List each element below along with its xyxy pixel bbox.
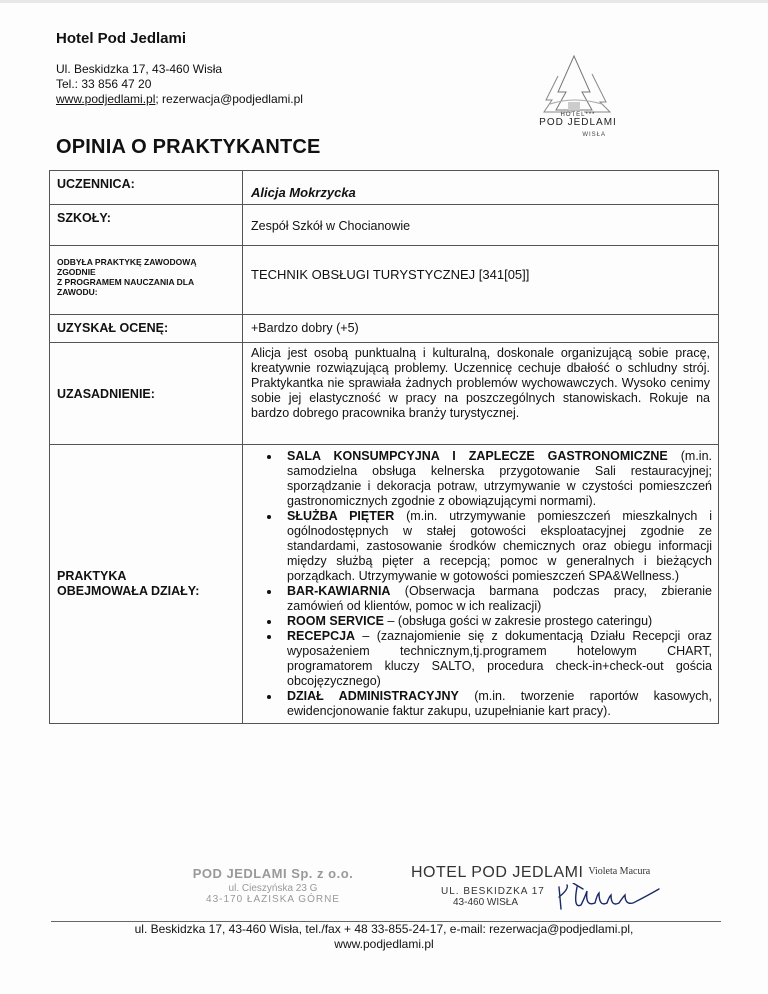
table-row [50,315,719,343]
hotel-stamp-street: UL. BESKIDZKA 17 [441,886,545,897]
department-title: BAR-KAWIARNIA [287,584,391,598]
signatory-name: Violeta Macura [588,866,651,877]
company-stamp-city: 43-170 ŁAZISKA GÓRNE [206,894,340,905]
departments-label [50,445,243,724]
hotel-website-link[interactable]: www.podjedlami.pl [56,92,156,106]
company-stamp-name: POD JEDLAMI Sp. z o.o. [192,866,354,881]
department-desc: (m.in. samodzielna obsługa kelnerska przygotowanie Sali restauracyjnej; sporządzanie i dekoracja potraw, utrzymywanie w czystości pomieszczeń gastronomicznych zgodnie z obowiązującymi normami). [287,449,712,508]
justification-label: UZASADNIENIE: [50,343,243,445]
program-value: TECHNIK OBSŁUGI TURYSTYCZNEJ [341[05]] [243,246,719,315]
department-title: ROOM SERVICE [287,614,385,628]
page-title: OPINIA O PRAKTYKANTCE [56,136,321,158]
table-row [50,205,719,246]
school-label: SZKOŁY: [50,205,243,246]
hotel-stamp-name: HOTEL POD JEDLAMI [411,864,584,881]
footer [0,922,768,952]
program-label [50,246,243,315]
grade-value: +Bardzo dobry (+5) [243,315,719,343]
school-value: Zespół Szkół w Chocianowie [243,205,719,246]
program-label-line: Z PROGRAMEM NAUCZANIA DLA [57,277,195,287]
list-item [281,509,712,584]
list-item [281,449,712,509]
hotel-phone: Tel.: 33 856 47 20 [56,77,152,91]
student-label: UCZENNICA: [50,171,243,205]
table-row [50,445,719,724]
departments-label-line: PRAKTYKA [57,569,127,583]
hotel-contact-block [56,62,303,107]
department-title: SŁUŻBA PIĘTER [287,509,395,523]
logo-name-text: POD JEDLAMI [539,117,617,128]
program-label-line: ODBYŁA PRAKTYKĘ ZAWODOWĄ [57,257,197,267]
department-title: SALA KONSUMPCYJNA I ZAPLECZE GASTRONOMICZNE [287,449,668,463]
footer-website: www.podjedlami.pl [334,937,434,951]
table-row [50,171,719,205]
hotel-address: Ul. Beskidzka 17, 43-460 Wisła [56,62,223,76]
department-desc: (m.in. utrzymywanie pomieszczeń mieszkalnych i ogólnodostępnych w stałej gotowości eksploatacyjnej zgodnie ze standardami, zastosowanie środków chemicznych oraz obiegu informacji między służbą pięter a recepcją; pomoc w generalnych i bieżących porządkach. Utrzymywanie w gotowości pomieszczeń SPA&Wellness.) [287,509,712,583]
department-desc: – (obsługa gości w zakresie prostego cateringu) [384,614,653,628]
hotel-name: Hotel Pod Jedlami [56,30,187,47]
department-title: DZIAŁ ADMINISTRACYJNY [287,689,459,703]
departments-label-line: OBEJMOWAŁA DZIAŁY: [57,584,200,598]
handwritten-signature [555,883,685,913]
student-value: Alicja Mokrzycka [243,171,719,205]
program-label-line: ZGODNIE [57,267,96,277]
justification-value: Alicja jest osobą punktualną i kulturalną, doskonale organizującą sobie pracę, kreatywnie rozwiązującą problemy. Uczennicę cechuje dbałość o schludny strój. Praktykantka nie sprawiała żadnych problemów wychowawczych. Wysoko cenimy sobie jej elastyczność w pracy na poszczególnych stanowiskach. Rokuje na bardzo dobrego pracownika branży turystycznej. [243,343,719,445]
list-item [281,629,712,689]
hotel-email: ; rezerwacja@podjedlami.pl [155,92,303,106]
department-desc: (Obserwacja barmana podczas pracy, zbieranie zamówień od klientów, pomoc w ich realizacji) [287,584,712,613]
logo-city-text: WISŁA [582,132,606,138]
list-item [281,614,712,629]
department-desc: – (zaznajomienie się z dokumentacją Działu Recepcji oraz wyposażeniem technicznym,tj.programem hotelowym CHART, programatorem kluczy SALTO, procedura check-in+check-out gościa obcojęzycznego) [287,629,712,688]
fir-trees-icon [528,52,628,114]
departments-list [251,449,712,719]
department-desc: (m.in. tworzenie raportów kasowych, ewidencjonowanie faktur zakupu, uzupełnianie kart pracy). [287,689,712,718]
hotel-stamp-city: 43-460 WISŁA [453,897,519,908]
footer-contact: ul. Beskidzka 17, 43-460 Wisła, tel./fax + 48 33-855-24-17, e-mail: rezerwacja@podjedlami.pl, [134,922,634,936]
scan-edge-line [0,0,768,3]
company-stamp [183,866,363,905]
table-row [50,246,719,315]
departments-value [243,445,719,724]
department-title: RECEPCJA [287,629,356,643]
list-item [281,689,712,719]
logo-hotel-text: HOTEL*** [560,112,596,118]
opinion-table [49,170,719,724]
program-label-line: ZAWODU: [57,287,98,297]
table-row [50,343,719,445]
grade-label: UZYSKAŁ OCENĘ: [50,315,243,343]
list-item [281,584,712,614]
hotel-logo [528,52,628,152]
company-stamp-street: ul. Cieszyńska 23 G [228,883,318,894]
